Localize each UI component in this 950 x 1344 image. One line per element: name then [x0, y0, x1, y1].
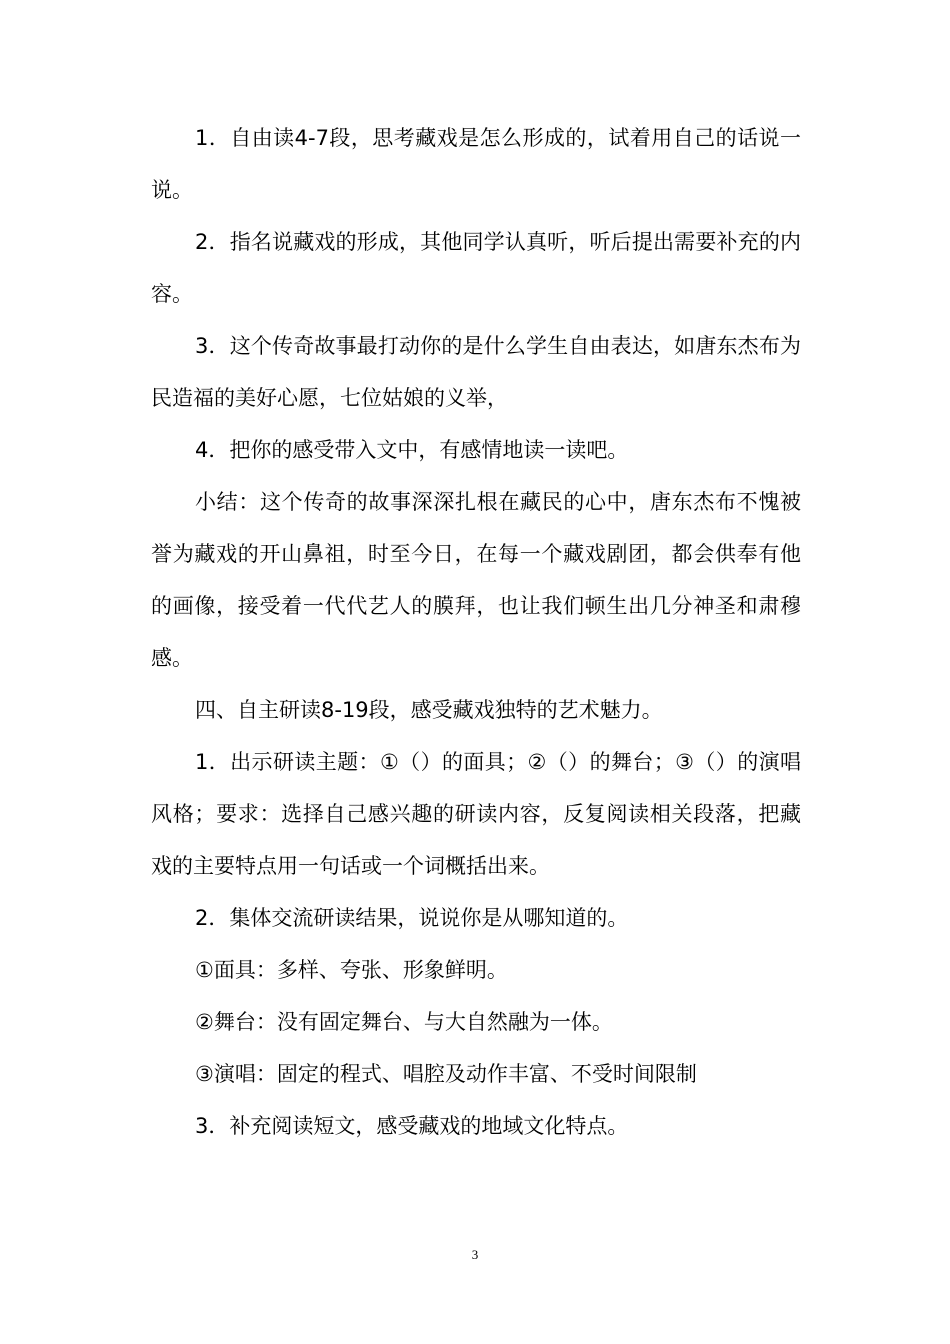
paragraph-task-2: 2．指名说藏戏的形成，其他同学认真听，听后提出需要补充的内容。: [151, 230, 801, 306]
page-number: 3: [471, 1247, 479, 1262]
document-body: [151, 112, 801, 1152]
list-item-stage: ②舞台：没有固定舞台、与大自然融为一体。: [195, 1010, 613, 1034]
section-heading-four: 四、自主研读8-19段，感受藏戏独特的艺术魅力。: [195, 698, 663, 722]
paragraph-extra-reading: 3．补充阅读短文，感受藏戏的地域文化特点。: [195, 1114, 629, 1138]
paragraph-share-results: 2．集体交流研读结果，说说你是从哪知道的。: [195, 906, 629, 930]
paragraph-study-topics: 1．出示研读主题：①（）的面具；②（）的舞台；③（）的演唱风格；要求：选择自己感兴趣的研读内容，反复阅读相关段落，把藏戏的主要特点用一句话或一个词概括出来。: [151, 750, 801, 878]
paragraph-summary: 小结：这个传奇的故事深深扎根在藏民的心中，唐东杰布不愧被誉为藏戏的开山鼻祖，时至今日，在每一个藏戏剧团，都会供奉有他的画像，接受着一代代艺人的膜拜，也让我们顿生出几分神圣和肃穆感。: [151, 490, 801, 670]
paragraph-task-3: 3．这个传奇故事最打动你的是什么学生自由表达，如唐东杰布为民造福的美好心愿，七位姑娘的义举，: [151, 334, 801, 410]
list-item-singing: ③演唱：固定的程式、唱腔及动作丰富、不受时间限制: [195, 1062, 697, 1086]
list-item-mask: ①面具：多样、夸张、形象鲜明。: [195, 958, 508, 982]
paragraph-task-1: 1．自由读4-7段，思考藏戏是怎么形成的，试着用自己的话说一说。: [151, 126, 801, 202]
paragraph-task-4: 4．把你的感受带入文中，有感情地读一读吧。: [195, 438, 629, 462]
